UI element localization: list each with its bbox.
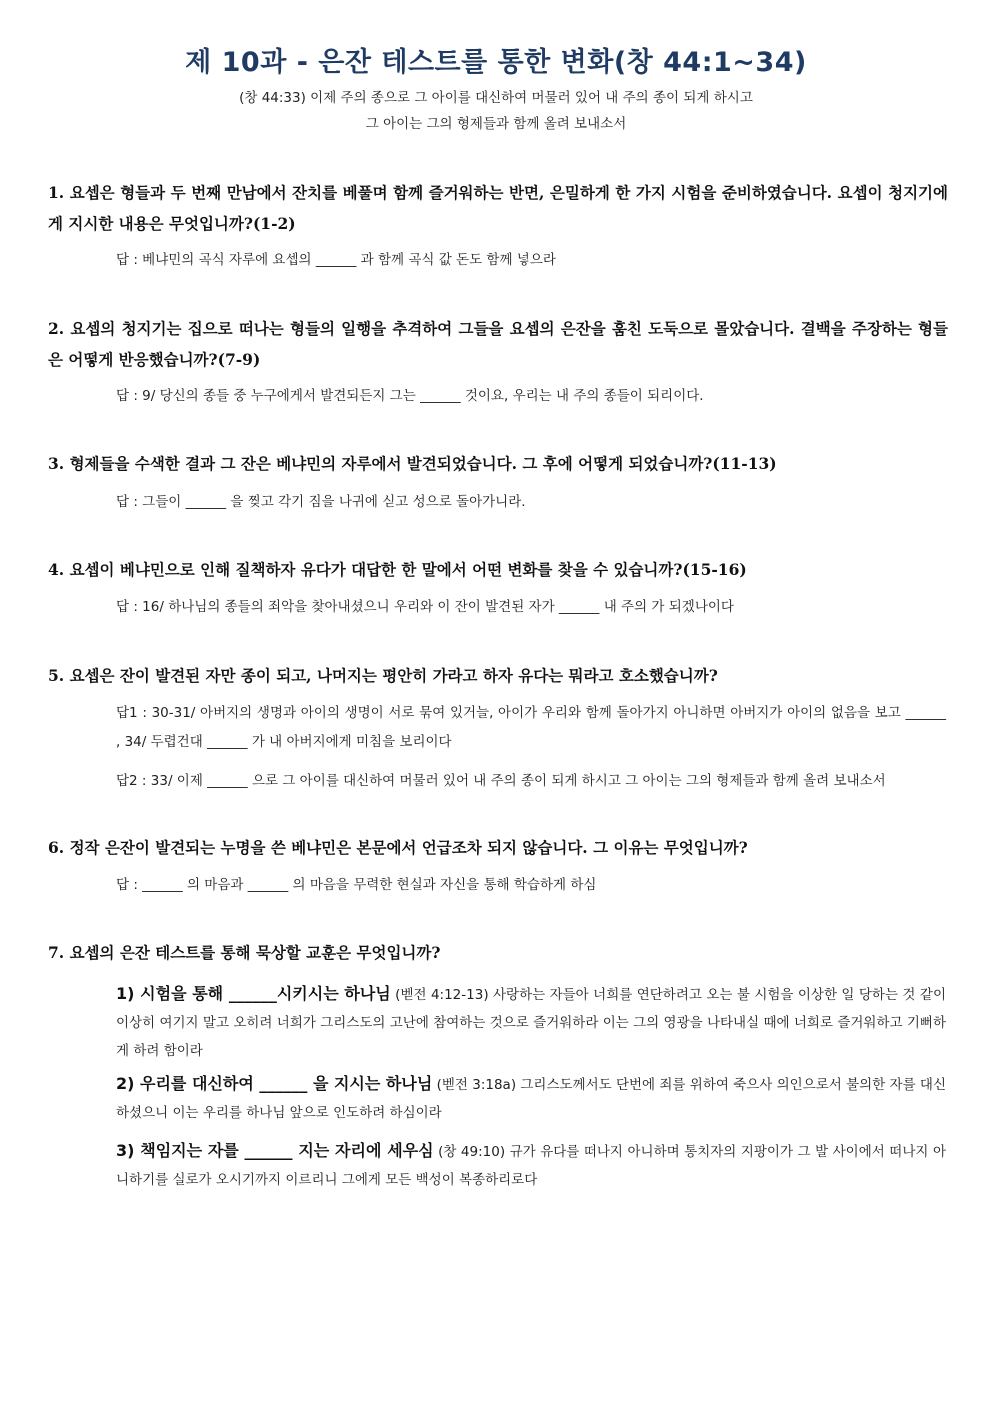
answer-5-part-1: 답1 : 30-31/ 아버지의 생명과 아이의 생명이 서로 묶여 있거늘, 아이가 우리와 함께 돌아가지 아니하면 아버지가 아이의 없음을 보고 ______ , 34/ 두렵건대 ______ 가 내 아버지에게 미침을 보리이다 xyxy=(116,705,946,750)
question-4: 4. 요셉이 베냐민으로 인해 질책하자 유다가 대답한 한 말에서 어떤 변화를 찾을 수 있습니까?(15-16) xyxy=(48,560,747,579)
lesson-3-text: (창 49:10) 규가 유다를 떠나지 아니하며 통치자의 지팡이가 그 발 사이에서 떠나지 아니하기를 실로가 오시기까지 이르리니 그에게 모든 백성이 복종하리로다 xyxy=(116,1144,946,1188)
answer-4: 답 : 16/ 하나님의 종들의 죄악을 찾아내셨으니 우리와 이 잔이 발견된 자가 ______ 내 주의 가 되겠나이다 xyxy=(116,599,734,615)
answer-2: 답 : 9/ 당신의 종들 중 누구에게서 발견되든지 그는 ______ 것이요, 우리는 내 주의 종들이 되리이다. xyxy=(116,388,704,404)
lesson-2-heading: 2) 우리를 대신하여 ______ 을 지시는 하나님 xyxy=(116,1074,433,1093)
lesson-1-heading: 1) 시험을 통해 ______시키시는 하나님 xyxy=(116,984,391,1003)
lesson-1-text: (벧전 4:12-13) 사랑하는 자들아 너희를 연단하려고 오는 불 시험을 이상한 일 당하는 것 같이 이상히 여기지 말고 오히려 너희가 그리스도의 고난에 참여하는 것으로 즐거워하라 이는 그의 영광을 나타내실 때에 너희로 즐거워하고 기뻐하게 하려 함이라 xyxy=(116,987,946,1059)
lesson-2 xyxy=(116,1070,946,1127)
lesson-1 xyxy=(116,980,946,1065)
page-title: 제 10과 - 은잔 테스트를 통한 변화(창 44:1~34) xyxy=(185,47,807,78)
lesson-3 xyxy=(116,1137,946,1194)
answer-3: 답 : 그들이 ______ 을 찢고 각기 짐을 나귀에 싣고 성으로 돌아가니라. xyxy=(116,494,526,510)
question-3: 3. 형제들을 수색한 결과 그 잔은 베냐민의 자루에서 발견되었습니다. 그 후에 어떻게 되었습니까?(11-13) xyxy=(48,454,777,473)
answer-1: 답 : 베냐민의 곡식 자루에 요셉의 ______ 과 함께 곡식 값 돈도 함께 넣으라 xyxy=(116,252,556,268)
question-6: 6. 정작 은잔이 발견되는 누명을 쓴 베냐민은 본문에서 언급조차 되지 않습니다. 그 이유는 무엇입니까? xyxy=(48,838,748,857)
question-1: 1. 요셉은 형들과 두 번째 만남에서 잔치를 베풀며 함께 즐거워하는 반면, 은밀하게 한 가지 시험을 준비하였습니다. 요셉이 청지기에게 지시한 내용은 무엇입니까?(1-2) xyxy=(48,183,948,233)
key-verse-line-1: (창 44:33) 이제 주의 종으로 그 아이를 대신하여 머물러 있어 내 주의 종이 되게 하시고 xyxy=(239,90,753,106)
question-5: 5. 요셉은 잔이 발견된 자만 종이 되고, 나머지는 평안히 가라고 하자 유다는 뭐라고 호소했습니까? xyxy=(48,666,718,685)
question-2: 2. 요셉의 청지기는 집으로 떠나는 형들의 일행을 추격하여 그들을 요셉의 은잔을 훔친 도둑으로 몰았습니다. 결백을 주장하는 형들은 어떻게 반응했습니까?(7-9) xyxy=(48,319,948,369)
question-7: 7. 요셉의 은잔 테스트를 통해 묵상할 교훈은 무엇입니까? xyxy=(48,943,441,962)
lesson-3-heading: 3) 책임지는 자를 ______ 지는 자리에 세우심 xyxy=(116,1141,434,1160)
key-verse-line-2: 그 아이는 그의 형제들과 함께 올려 보내소서 xyxy=(365,116,627,132)
answer-6: 답 : ______ 의 마음과 ______ 의 마음을 무력한 현실과 자신을 통해 학습하게 하심 xyxy=(116,877,597,893)
answer-5-part-2: 답2 : 33/ 이제 ______ 으로 그 아이를 대신하여 머물러 있어 내 주의 종이 되게 하시고 그 아이는 그의 형제들과 함께 올려 보내소서 xyxy=(116,773,886,789)
lesson-2-text: (벧전 3:18a) 그리스도께서도 단번에 죄를 위하여 죽으사 의인으로서 불의한 자를 대신하셨으니 이는 우리를 하나님 앞으로 인도하려 하심이라 xyxy=(116,1077,946,1121)
